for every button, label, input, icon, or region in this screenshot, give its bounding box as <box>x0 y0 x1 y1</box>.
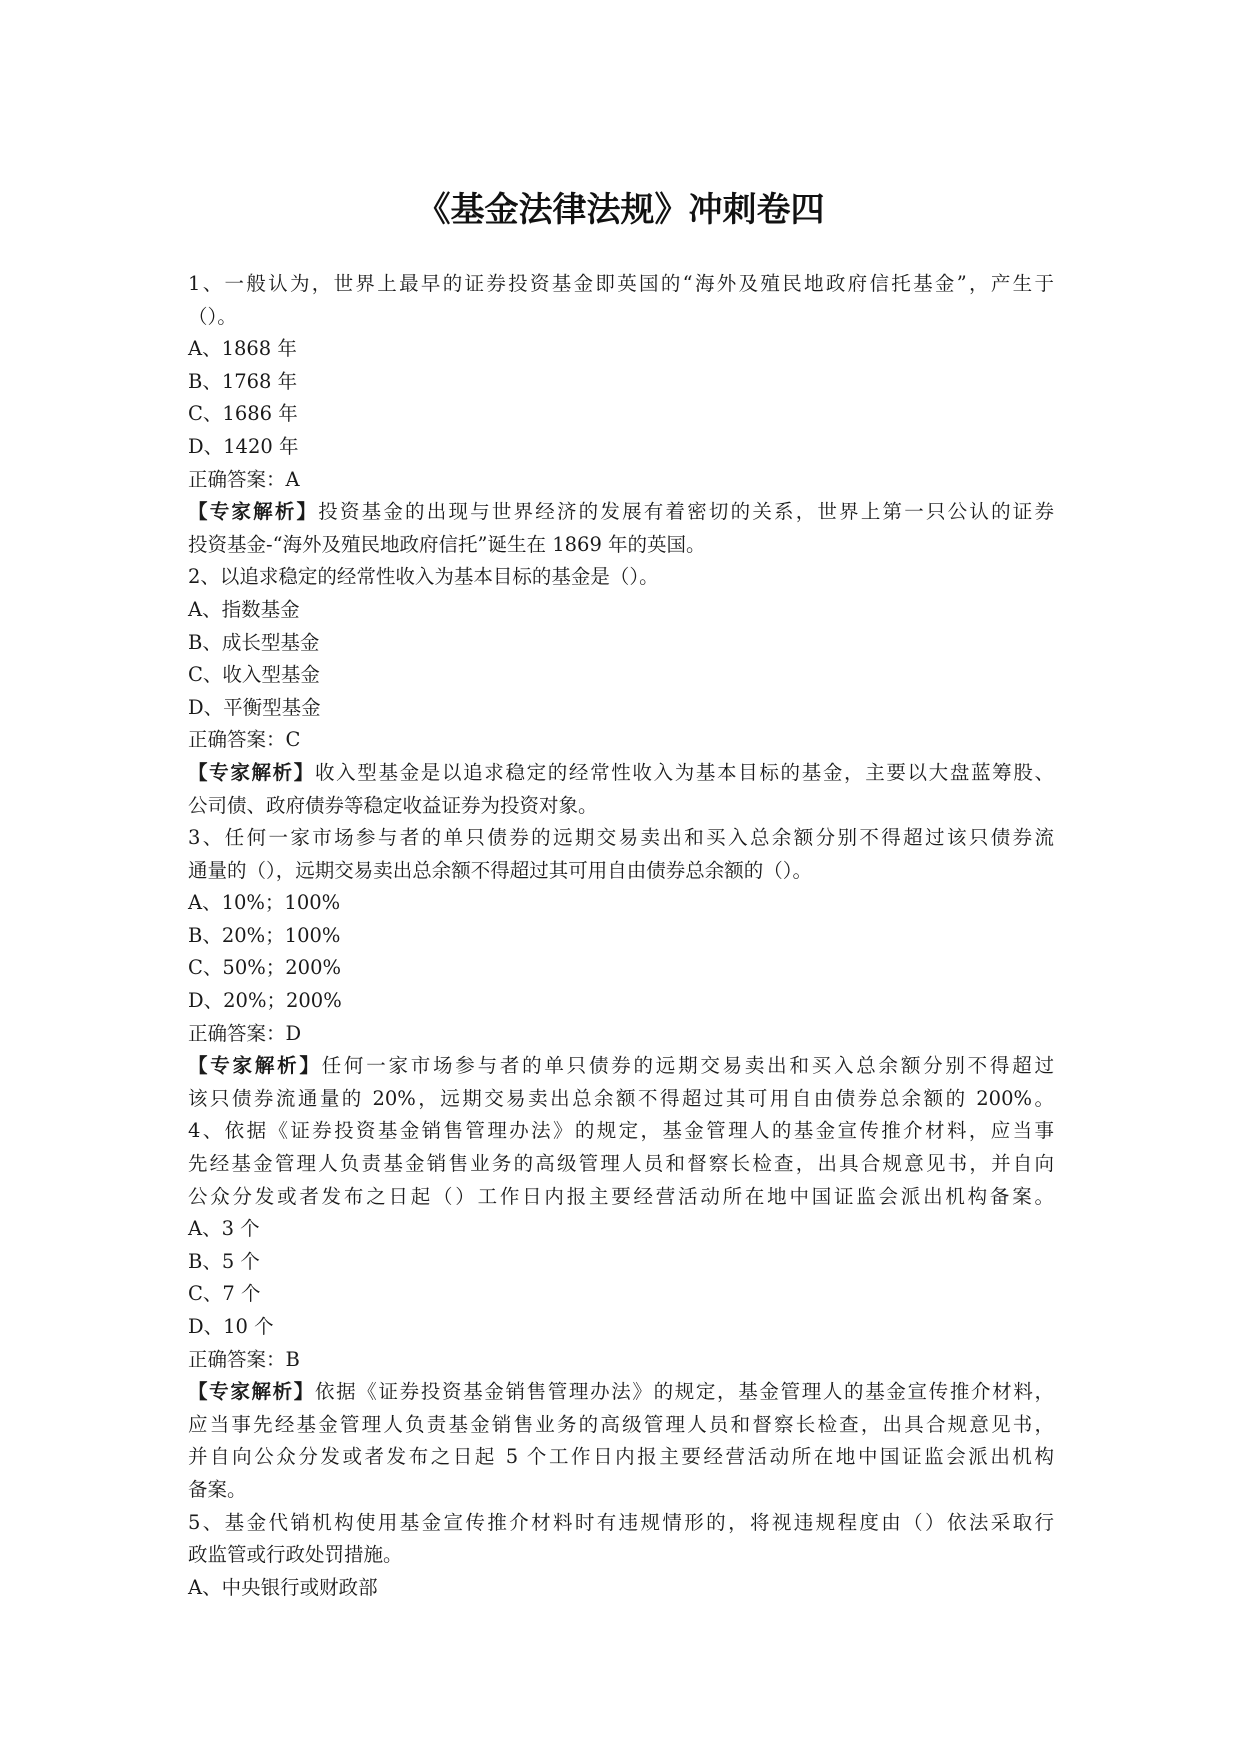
question-2-analysis-line-1 <box>188 757 1054 790</box>
question-3-analysis-line-2: 该只债券流通量的 20%，远期交易卖出总余额不得超过其可用自由债券总余额的 200%。 <box>188 1086 1054 1110</box>
question-4-option-a: A、3 个 <box>188 1217 260 1241</box>
question-1-analysis-line-1 <box>188 496 1054 529</box>
question-1-option-c: C、1686 年 <box>188 402 298 426</box>
question-4-option-c: C、7 个 <box>188 1282 261 1306</box>
document-title: 《基金法律法规》冲刺卷四 <box>416 190 825 230</box>
question-4-stem-line-2: 先经基金管理人负责基金销售业务的高级管理人员和督察长检查，出具合规意见书，并自向 <box>188 1152 1054 1176</box>
question-1-stem-line-1: 1、一般认为，世界上最早的证券投资基金即英国的“海外及殖民地政府信托基金”，产生于 <box>188 272 1054 295</box>
question-5-option-a: A、中央银行或财政部 <box>188 1575 378 1599</box>
analysis-tag: 【专家解析】 <box>188 500 319 524</box>
analysis-tag: 【专家解析】 <box>188 1054 322 1078</box>
question-3-option-b: B、20%；100% <box>188 923 341 947</box>
question-4-analysis-line-4: 备案。 <box>188 1477 247 1501</box>
question-2-answer: 正确答案：C <box>188 728 301 752</box>
question-1-stem-line-2: （）。 <box>188 304 237 328</box>
question-3-answer: 正确答案：D <box>188 1021 302 1045</box>
question-1-analysis-line-2: 投资基金-“海外及殖民地政府信托”诞生在 1869 年的英国。 <box>188 532 706 556</box>
question-2-option-a: A、指数基金 <box>188 597 300 621</box>
question-4-analysis-line-3: 并自向公众分发或者发布之日起 5 个工作日内报主要经营活动所在地中国证监会派出机构 <box>188 1445 1054 1469</box>
question-3-analysis-line-1 <box>188 1050 1054 1083</box>
question-1-answer: 正确答案：A <box>188 467 300 491</box>
analysis-tag: 【专家解析】 <box>188 1380 315 1404</box>
analysis-tag: 【专家解析】 <box>188 760 315 784</box>
question-3-option-a: A、10%；100% <box>188 891 341 915</box>
question-2-stem-line-1: 2、以追求稳定的经常性收入为基本目标的基金是（）。 <box>188 565 659 589</box>
analysis-text: 投资基金的出现与世界经济的发展有着密切的关系，世界上第一只公认的证券 <box>318 500 1054 524</box>
question-2-analysis-line-2: 公司债、政府债券等稳定收益证券为投资对象。 <box>188 793 598 817</box>
question-1-option-b: B、1768 年 <box>188 369 298 393</box>
question-3-stem-line-1: 3、任何一家市场参与者的单只债券的远期交易卖出和买入总余额分别不得超过该只债券流 <box>188 826 1054 850</box>
question-4-analysis-line-2: 应当事先经基金管理人负责基金销售业务的高级管理人员和督察长检查，出具合规意见书， <box>188 1412 1054 1436</box>
question-4-stem-line-3: 公众分发或者发布之日起（）工作日内报主要经营活动所在地中国证监会派出机构备案。 <box>188 1184 1054 1208</box>
question-3-stem-line-2: 通量的（），远期交易卖出总余额不得超过其可用自由债券总余额的（）。 <box>188 858 813 882</box>
question-5-stem-line-2: 政监管或行政处罚措施。 <box>188 1543 403 1567</box>
question-4-answer: 正确答案：B <box>188 1347 300 1371</box>
question-2-option-b: B、成长型基金 <box>188 630 320 654</box>
question-3-option-d: D、20%；200% <box>188 989 342 1013</box>
analysis-text: 收入型基金是以追求稳定的经常性收入为基本目标的基金，主要以大盘蓝筹股、 <box>314 760 1054 784</box>
question-1-option-d: D、1420 年 <box>188 434 299 458</box>
question-4-option-b: B、5 个 <box>188 1249 260 1273</box>
question-3-option-c: C、50%；200% <box>188 956 342 980</box>
question-1-option-a: A、1868 年 <box>188 337 297 361</box>
question-4-stem-line-1: 4、依据《证券投资基金销售管理办法》的规定，基金管理人的基金宣传推介材料，应当事 <box>188 1119 1054 1143</box>
question-list <box>188 268 1054 1604</box>
question-2-option-d: D、平衡型基金 <box>188 695 321 719</box>
analysis-text: 任何一家市场参与者的单只债券的远期交易卖出和买入总余额分别不得超过 <box>321 1054 1054 1078</box>
analysis-text: 依据《证券投资基金销售管理办法》的规定，基金管理人的基金宣传推介材料， <box>314 1380 1054 1404</box>
question-4-option-d: D、10 个 <box>188 1315 274 1338</box>
question-4-analysis-line-1 <box>188 1376 1054 1409</box>
question-5-stem-line-1: 5、基金代销机构使用基金宣传推介材料时有违规情形的，将视违规程度由（）依法采取行 <box>188 1510 1054 1534</box>
question-2-option-c: C、收入型基金 <box>188 663 320 687</box>
